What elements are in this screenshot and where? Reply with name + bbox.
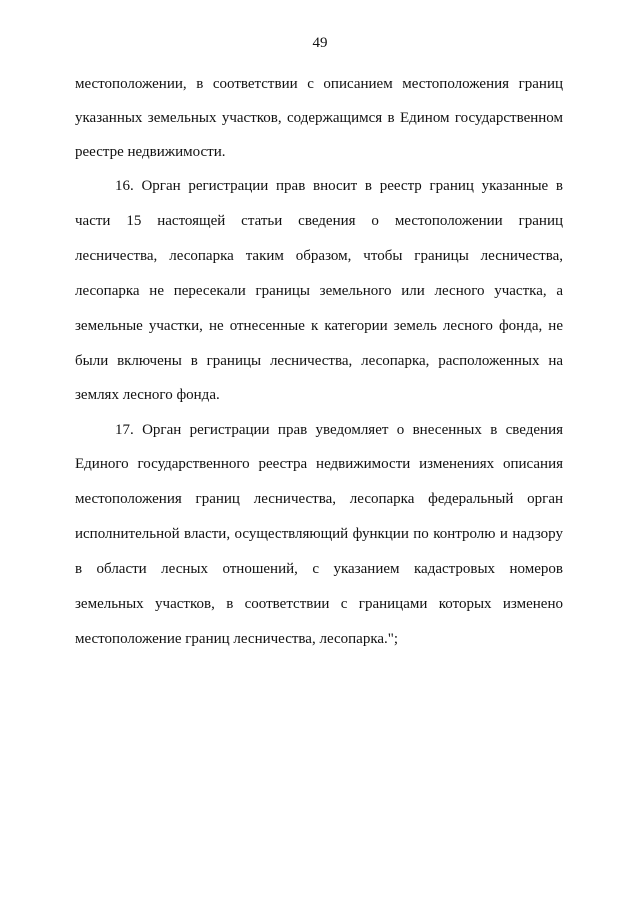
paragraph-17-line-2: Единого государственного реестра недвижимости изменениях описания [75,456,563,472]
paragraph-16-line-2: части 15 настоящей статьи сведения о местоположении границ [75,213,563,229]
paragraph-17-line-1: 17. Орган регистрации прав уведомляет о внесенных в сведения [115,422,563,438]
paragraph-16-line-3: лесничества, лесопарка таким образом, чтобы границы лесничества, [75,248,563,264]
paragraph-17-line-3: местоположения границ лесничества, лесопарка федеральный орган [75,491,563,507]
paragraph-16-line-7: землях лесного фонда. [75,387,220,403]
paragraph-17-line-7: местоположение границ лесничества, лесопарка."; [75,631,399,647]
paragraph-1-line-2: указанных земельных участков, содержащимся в Едином государственном [75,110,563,126]
paragraph-17-line-5: в области лесных отношений, с указанием кадастровых номеров [75,561,563,577]
paragraph-1-line-1: местоположении, в соответствии с описанием местоположения границ [75,76,563,92]
paragraph-1-line-3: реестре недвижимости. [75,144,226,160]
paragraph-16-line-1: 16. Орган регистрации прав вносит в реестр границ указанные в [115,178,563,194]
paragraph-17-line-4: исполнительной власти, осуществляющий функции по контролю и надзору [75,526,563,542]
paragraph-16-line-4: лесопарка не пересекали границы земельного или лесного участка, а [75,283,563,299]
page-number: 49 [312,35,328,51]
paragraph-16-line-5: земельные участки, не отнесенные к категории земель лесного фонда, не [75,318,563,334]
paragraph-16-line-6: были включены в границы лесничества, лесопарка, расположенных на [75,353,563,369]
paragraph-17-line-6: земельных участков, в соответствии с границами которых изменено [75,596,563,612]
